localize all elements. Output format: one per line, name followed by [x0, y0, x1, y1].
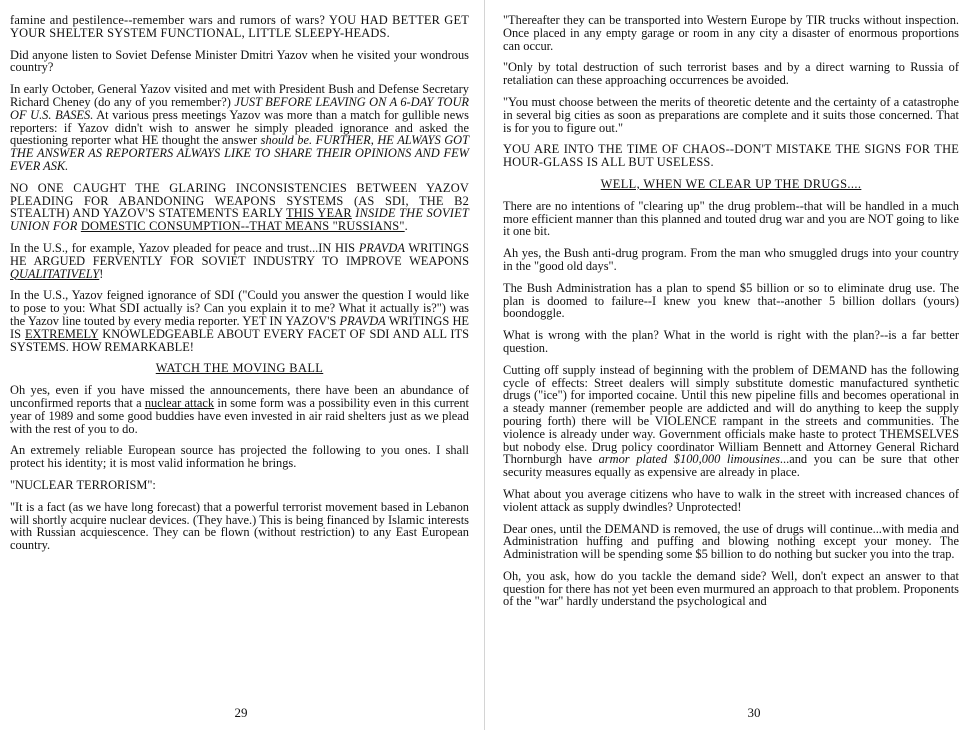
paragraph: YOU ARE INTO THE TIME OF CHAOS--DON'T MISTAKE THE SIGNS FOR THE HOUR-GLASS IS ALL BUT USELESS.: [503, 142, 959, 170]
section-heading: WATCH THE MOVING BALL: [155, 361, 324, 376]
text-run: !: [99, 266, 104, 281]
paragraph: [10, 242, 469, 280]
section-heading: WELL, WHEN WE CLEAR UP THE DRUGS....: [600, 176, 862, 191]
text-run: in some form was a possibility even in this current year of 1989 and some good buddies have even invested in air raid shelters just as we plead with the rest of you to do.: [10, 395, 469, 436]
paragraph: An extremely reliable European source has projected the following to you ones. I shall protect his identity; it is most valid information he brings.: [10, 443, 469, 471]
paragraph: Dear ones, until the DEMAND is removed, the use of drugs will continue...with media and Administration huffing and puffing and blowing nothing except your money. The Administration will be spending some $5 billion to do nothing but sucker you into the trap.: [503, 521, 959, 562]
paragraph: "NUCLEAR TERRORISM":: [10, 477, 156, 492]
text-run: In early October, General Yazov visited and met with President Bush and Defense Secretary Richard Cheney (do any of you remember?): [10, 82, 469, 109]
paragraph: The Bush Administration has a plan to spend $5 billion or so to eliminate drug use. The plan is doomed to failure--I knew you knew that--another 5 billion dollars (yours) boondoggle.: [503, 280, 959, 321]
page-number: 30: [747, 705, 761, 720]
text-run: At various press meetings Yazov was more than a match for gullible news reporters: if Yazov didn't wish to answer he simply pleaded ignorance and asked the questioning reporter what HE thought the answer: [10, 107, 469, 148]
paragraph: What is wrong with the plan? What in the world is right with the plan?--is a far better question.: [503, 328, 959, 355]
underlined-text: nuclear attack: [144, 395, 215, 410]
page-divider: [484, 0, 485, 730]
paragraph: [10, 182, 469, 233]
paragraph: [10, 384, 469, 435]
paragraph: [10, 83, 469, 173]
text-run: WRITINGS HE ARGUED FERVENTLY FOR SOVIET INDUSTRY TO IMPROVE WEAPONS: [10, 240, 469, 268]
italic-text: should be. FURTHER, HE ALWAYS GOT THE ANSWER AS REPORTERS ALWAYS LIKE TO SHARE THEIR OPINIONS AND FEW EVER ASK.: [10, 133, 469, 173]
paragraph: "It is a fact (as we have long forecast) that a powerful terrorist movement based in Lebanon will shortly acquire nuclear devices. (They have.) This is being financed by Islamic interests with Russian acquiescence. They can be flown (without restriction) to any East European country.: [10, 499, 469, 553]
italic-text: JUST BEFORE LEAVING ON A 6-DAY TOUR OF U.S. BASES.: [10, 94, 469, 122]
underlined-text: EXTREMELY: [24, 326, 99, 341]
underlined-text: DOMESTIC CONSUMPTION--THAT MEANS "RUSSIANS": [80, 219, 405, 234]
paragraph: What about you average citizens who have to walk in the street with increased chances of violent attack as supply dwindles? Unprotected!: [503, 486, 959, 514]
paragraph: [10, 289, 469, 353]
italic-text: QUALITATIVELY: [10, 266, 100, 281]
text-run: In the U.S., for example, Yazov pleaded for peace and trust...IN HIS: [10, 240, 359, 255]
right-page: [488, 0, 971, 730]
paragraph: "You must choose between the merits of theoretic detente and the certainty of a catastrophe in several big cities as soon as preparations are complete and it suits those concerned. That is for you to figure out.": [503, 94, 959, 135]
page-number: 29: [234, 705, 248, 720]
paragraph: There are no intentions of "clearing up" the drug problem--that will be handled in a much more efficient manner than this planned and touted drug war and you are NOT going to like it one bit.: [503, 198, 959, 239]
italic-text: PRAVDA: [358, 240, 405, 255]
left-page: [0, 0, 483, 730]
italic-text: armor plated $100,000 limousines: [598, 452, 780, 467]
paragraph: "Thereafter they can be transported into Western Europe by TIR trucks without inspection. Once placed in any empty garage or room in any city a disaster of enormous proportions can occur.: [503, 13, 959, 53]
text-run: .: [404, 219, 408, 234]
paragraph: [503, 364, 959, 479]
text-run: ...and you can be sure that other security measures equally as expensive are already in place.: [503, 452, 959, 480]
paragraph: Ah yes, the Bush anti-drug program. From the man who smuggled drugs into your country in the "good old days".: [503, 246, 959, 273]
paragraph: "Only by total destruction of such terrorist bases and by a direct warning to Russia of retaliation can these approaching occurrences be avoided.: [503, 60, 959, 88]
text-run: WRITINGS HE IS: [10, 313, 469, 341]
underlined-text: THIS YEAR: [286, 206, 352, 221]
text-run: In the U.S., Yazov feigned ignorance of SDI ("Could you answer the question I would like to pose to you: What SDI actually is? Can you explain it to me? What it actually is?") was the Yazov line touted by every media reporter. YET IN YAZOV'S: [10, 288, 469, 328]
text-run: Oh yes, even if you have missed the announcements, there have been an abundance of unconfirmed reports that a: [10, 383, 469, 410]
text-run: Cutting off supply instead of beginning with the problem of DEMAND has the following cycle of effects: Street dealers will simply substitute domestic manufactured synthetic drugs ("ice") for imported cocaine. Until this new pipeline fills and becomes operational in a steady manner (remember people are addicted and will do anything to keep the supply pouring forth) there will be VIOLENCE rampant in the streets and communities. The violence is already under way. Government officials make haste to protect THEMSELVES but nobody else. Drug policy coordinator William Bennett and Attorney General Richard Thornburgh have: [503, 362, 959, 467]
right-page-body: [503, 14, 959, 608]
text-run: NO ONE CAUGHT THE GLARING INCONSISTENCIES BETWEEN YAZOV PLEADING FOR ABANDONING WEAPONS SYSTEMS (AS SDI, THE B2 STEALTH) AND YAZOV'S STATEMENTS EARLY: [10, 180, 469, 221]
left-page-body: [10, 14, 469, 552]
text-run: KNOWLEDGEABLE ABOUT EVERY FACET OF SDI AND ALL ITS SYSTEMS. HOW REMARKABLE!: [10, 326, 469, 354]
paragraph: Did anyone listen to Soviet Defense Minister Dmitri Yazov when he visited your wondrous country?: [10, 47, 469, 75]
italic-text: PRAVDA: [339, 313, 386, 328]
italic-text: INSIDE THE SOVIET UNION FOR: [10, 206, 469, 234]
paragraph: famine and pestilence--remember wars and rumors of wars? YOU HAD BETTER GET YOUR SHELTER SYSTEM FUNCTIONAL, LITTLE SLEEPY-HEADS.: [10, 13, 469, 40]
paragraph: Oh, you ask, how do you tackle the demand side? Well, don't expect an answer to that question for there has not yet been even murmured an approach to that problem. Proponents of the "war" hardly understand the psychological and: [503, 568, 959, 609]
